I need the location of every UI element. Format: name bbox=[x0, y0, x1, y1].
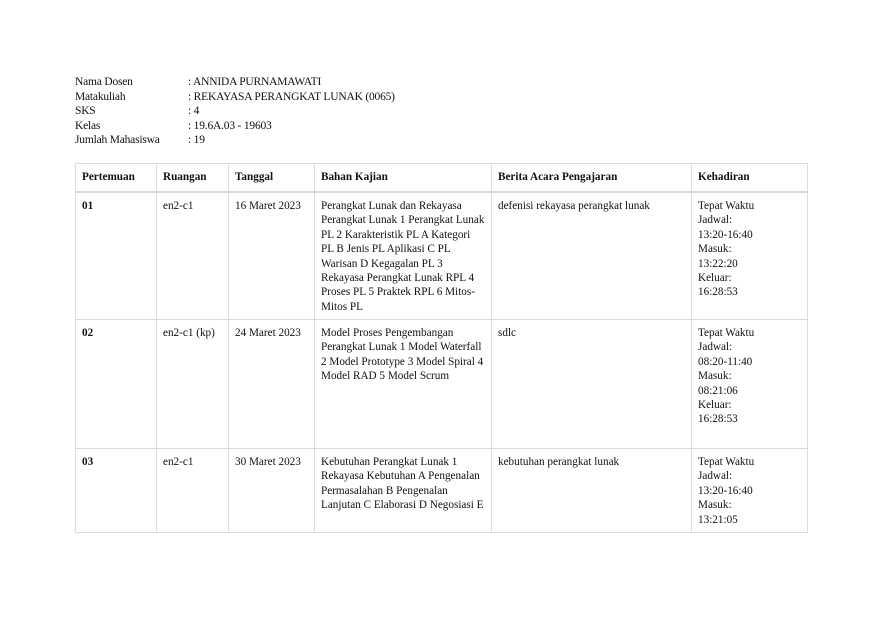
kehadiran-keluar-label: Keluar: bbox=[698, 399, 732, 412]
table-row bbox=[76, 320, 808, 449]
cell-berita-acara: defenisi rekayasa perangkat lunak bbox=[492, 192, 692, 320]
cell-bahan-kajian: Kebutuhan Perangkat Lunak 1 Rekayasa Kebutuhan A Pengenalan Permasalahan B Pengenalan Lanjutan C Elaborasi D Negosiasi E bbox=[315, 449, 492, 533]
kehadiran-jadwal: 13:20-16:40 bbox=[698, 484, 753, 497]
info-row-kelas bbox=[75, 119, 395, 134]
header-tanggal: Tanggal bbox=[229, 164, 315, 193]
cell-ruangan: en2-c1 (kp) bbox=[157, 320, 229, 449]
matakuliah-value: : REKAYASA PERANGKAT LUNAK (0065) bbox=[188, 90, 395, 103]
cell-pertemuan: 03 bbox=[76, 449, 157, 533]
header-berita-acara: Berita Acara Pengajaran bbox=[492, 164, 692, 193]
cell-pertemuan: 01 bbox=[76, 192, 157, 320]
kehadiran-status: Tepat Waktu bbox=[698, 327, 755, 339]
dosen-value: : ANNIDA PURNAMAWATI bbox=[188, 76, 322, 88]
cell-berita-acara: kebutuhan perangkat lunak bbox=[492, 449, 692, 533]
kehadiran-masuk: 08:21:06 bbox=[698, 384, 738, 397]
kehadiran-masuk-label: Masuk: bbox=[698, 370, 732, 383]
kelas-value: : 19.6A.03 - 19603 bbox=[188, 119, 272, 132]
header-pertemuan: Pertemuan bbox=[76, 164, 157, 193]
kehadiran-jadwal-label: Jadwal: bbox=[698, 341, 733, 354]
table-row bbox=[76, 192, 808, 320]
header-bahan-kajian: Bahan Kajian bbox=[315, 164, 492, 193]
kehadiran-jadwal: 13:20-16:40 bbox=[698, 228, 753, 241]
kehadiran-masuk-label: Masuk: bbox=[698, 499, 732, 512]
header-ruangan: Ruangan bbox=[157, 164, 229, 193]
kehadiran-masuk: 13:22:20 bbox=[698, 257, 738, 270]
matakuliah-label: Matakuliah bbox=[75, 90, 126, 103]
kehadiran-keluar: 16:28:53 bbox=[698, 413, 738, 426]
cell-tanggal: 24 Maret 2023 bbox=[229, 320, 315, 449]
lecturer-info bbox=[75, 75, 395, 148]
cell-ruangan: en2-c1 bbox=[157, 449, 229, 533]
info-row-matakuliah bbox=[75, 90, 395, 105]
cell-ruangan: en2-c1 bbox=[157, 192, 229, 320]
kehadiran-keluar-label: Keluar: bbox=[698, 272, 732, 285]
header-kehadiran: Kehadiran bbox=[692, 164, 808, 193]
cell-tanggal: 30 Maret 2023 bbox=[229, 449, 315, 533]
sks-value: : 4 bbox=[188, 105, 200, 118]
cell-kehadiran bbox=[692, 320, 808, 449]
cell-kehadiran bbox=[692, 192, 808, 320]
info-row-sks bbox=[75, 104, 395, 119]
table-header-row bbox=[76, 164, 808, 193]
cell-bahan-kajian: Perangkat Lunak dan Rekayasa Perangkat Lunak 1 Perangkat Lunak PL 2 Karakteristik PL A Kategori PL B Jenis PL Aplikasi C PL Warisan D Kegagalan PL 3 Rekayasa Perangkat Lunak RPL 4 Proses PL 5 Praktek RPL 6 Mitos-Mitos PL bbox=[315, 192, 492, 320]
cell-kehadiran bbox=[692, 449, 808, 533]
sks-label: SKS bbox=[75, 105, 96, 118]
info-row-jumlah-mahasiswa bbox=[75, 133, 395, 148]
kelas-label: Kelas bbox=[75, 119, 101, 132]
jumlah-mahasiswa-label: Jumlah Mahasiswa bbox=[75, 134, 160, 147]
kehadiran-keluar: 16:28:53 bbox=[698, 286, 738, 299]
jumlah-mahasiswa-value: : 19 bbox=[188, 134, 205, 147]
cell-tanggal: 16 Maret 2023 bbox=[229, 192, 315, 320]
attendance-table bbox=[75, 163, 808, 533]
dosen-label: Nama Dosen bbox=[75, 76, 133, 88]
kehadiran-status: Tepat Waktu bbox=[698, 456, 755, 468]
info-row-dosen bbox=[75, 75, 395, 90]
kehadiran-jadwal-label: Jadwal: bbox=[698, 214, 733, 227]
cell-pertemuan: 02 bbox=[76, 320, 157, 449]
kehadiran-status: Tepat Waktu bbox=[698, 200, 755, 212]
cell-bahan-kajian: Model Proses Pengembangan Perangkat Lunak 1 Model Waterfall 2 Model Prototype 3 Model Spiral 4 Model RAD 5 Model Scrum bbox=[315, 320, 492, 449]
table-row bbox=[76, 449, 808, 533]
kehadiran-jadwal: 08:20-11:40 bbox=[698, 355, 753, 368]
kehadiran-masuk: 13:21:05 bbox=[698, 513, 738, 526]
kehadiran-masuk-label: Masuk: bbox=[698, 243, 732, 256]
kehadiran-jadwal-label: Jadwal: bbox=[698, 470, 733, 483]
cell-berita-acara: sdlc bbox=[492, 320, 692, 449]
